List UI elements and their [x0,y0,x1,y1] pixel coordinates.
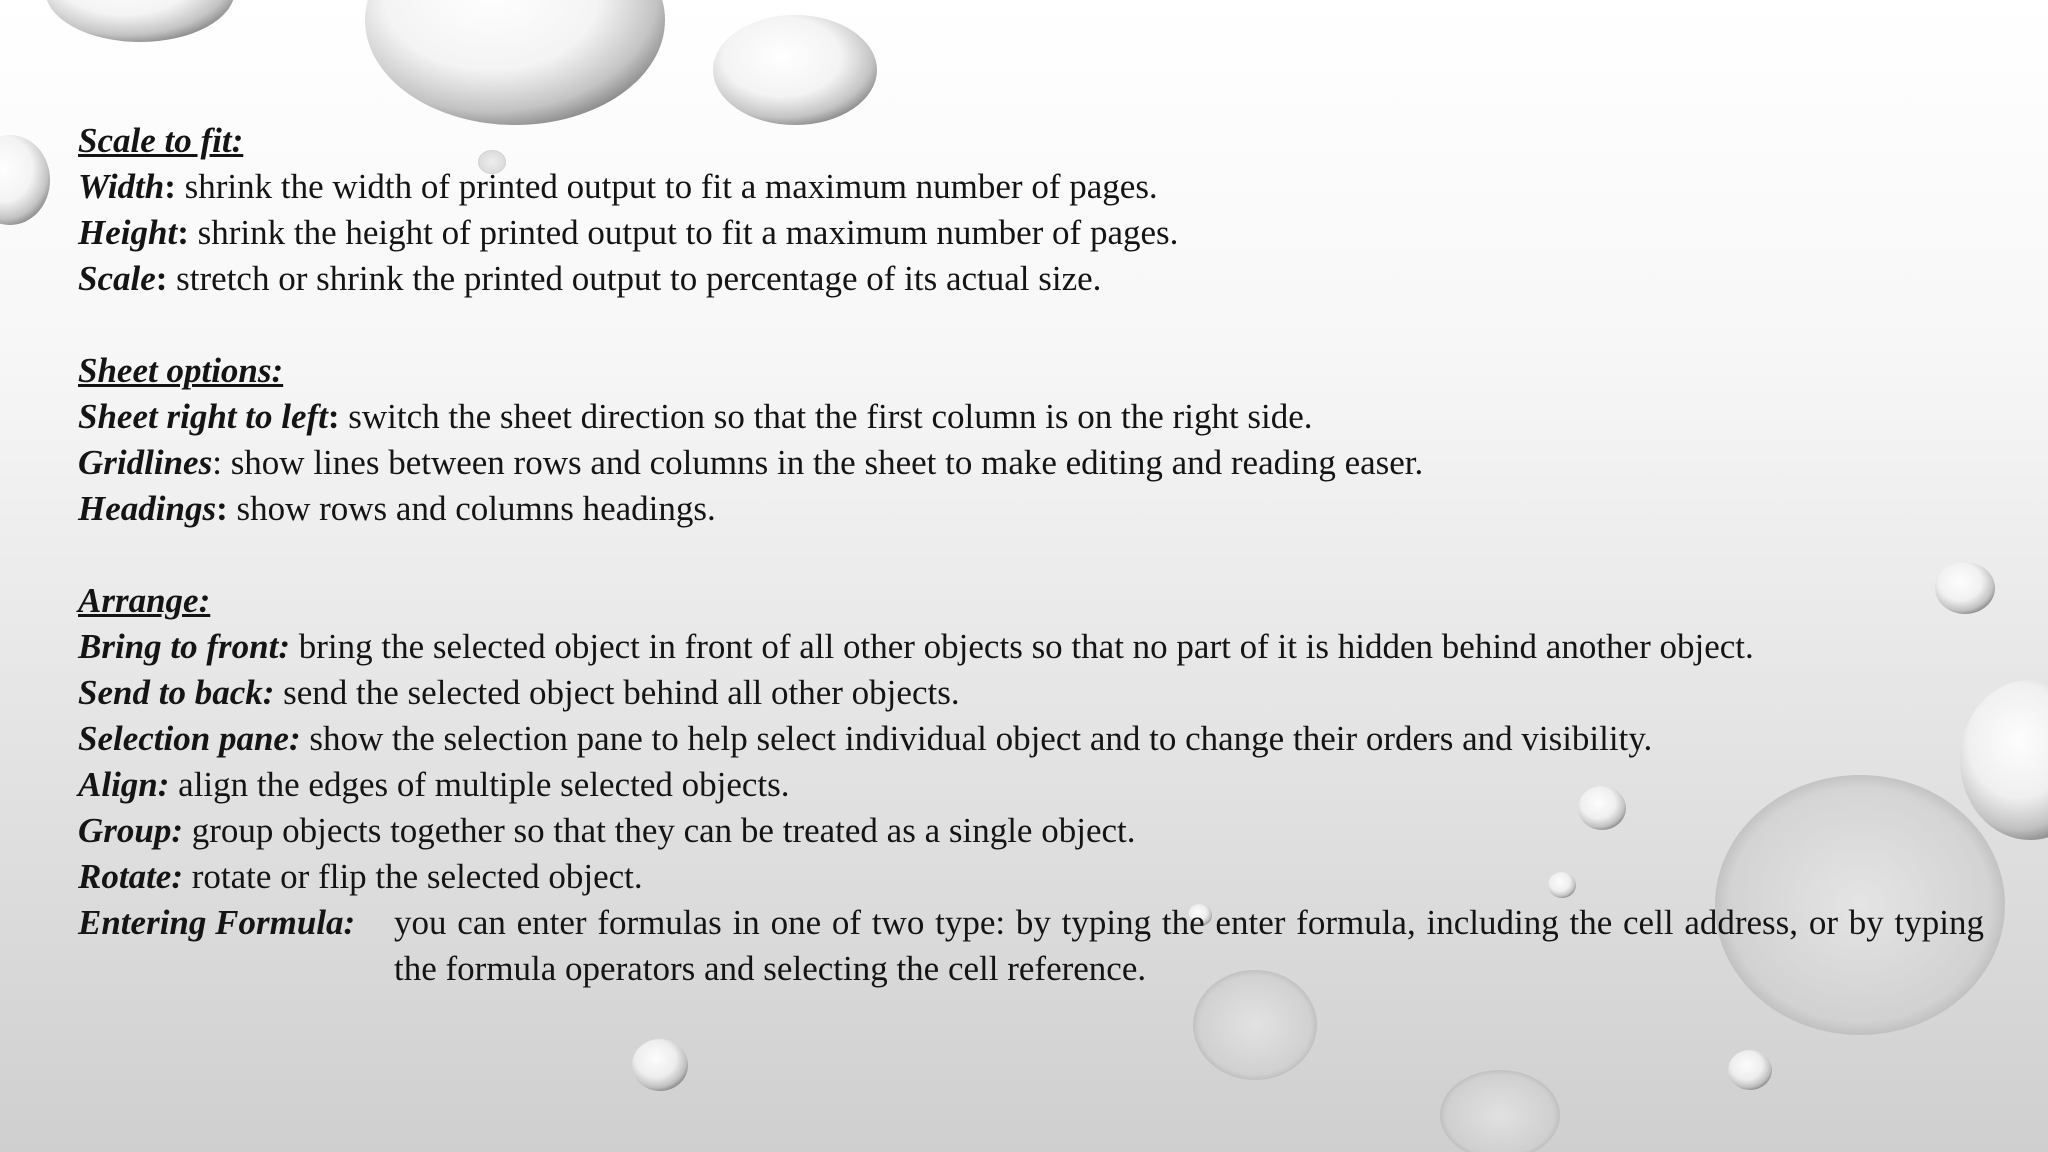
definition-selection-pane: Selection pane: show the selection pane to help select individual object and to change their orders and visibility. [78,719,1653,758]
water-drop [0,135,50,225]
water-drop [365,0,665,125]
definition-group: Group: group objects together so that they can be treated as a single object. [78,811,1136,850]
section-heading-arrange: Arrange: [78,581,211,620]
water-drop [632,1039,688,1091]
definition-align: Align: align the edges of multiple selected objects. [78,765,790,804]
section-heading-sheet-options: Sheet options: [78,351,284,390]
definition-send-to-back: Send to back: send the selected object behind all other objects. [78,673,960,712]
section-heading-scale-to-fit: Scale to fit: [78,121,244,160]
definition-rotate: Rotate: rotate or flip the selected object. [78,857,643,896]
entering-formula-description: you can enter formulas in one of two type: by typing the enter formula, including the cell address, or by typing the formula operators and selecting the cell reference. [394,903,1984,988]
definition-headings: Headings: show rows and columns headings. [78,489,716,528]
slide-body [78,118,1984,992]
definition-width: Width: shrink the width of printed output to fit a maximum number of pages. [78,167,1158,206]
water-drop [45,0,235,42]
water-drop [1440,1070,1560,1152]
section-spacer [78,532,1984,578]
section-spacer [78,302,1984,348]
definition-entering-formula: Entering Formula: you can enter formulas in one of two type: by typing the enter formula, including the cell address, or by typing the formula operators and selecting the cell reference. [78,900,1984,992]
definition-height: Height: shrink the height of printed output to fit a maximum number of pages. [78,213,1179,252]
definition-bring-to-front: Bring to front: bring the selected object in front of all other objects so that no part of it is hidden behind another object. [78,627,1754,666]
water-drop [1728,1050,1772,1090]
definition-scale: Scale: stretch or shrink the printed output to percentage of its actual size. [78,259,1102,298]
water-drop [713,15,877,125]
definition-sheet-right-to-left: Sheet right to left: switch the sheet direction so that the first column is on the right side. [78,397,1313,436]
definition-gridlines: Gridlines: show lines between rows and columns in the sheet to make editing and reading easer. [78,443,1424,482]
